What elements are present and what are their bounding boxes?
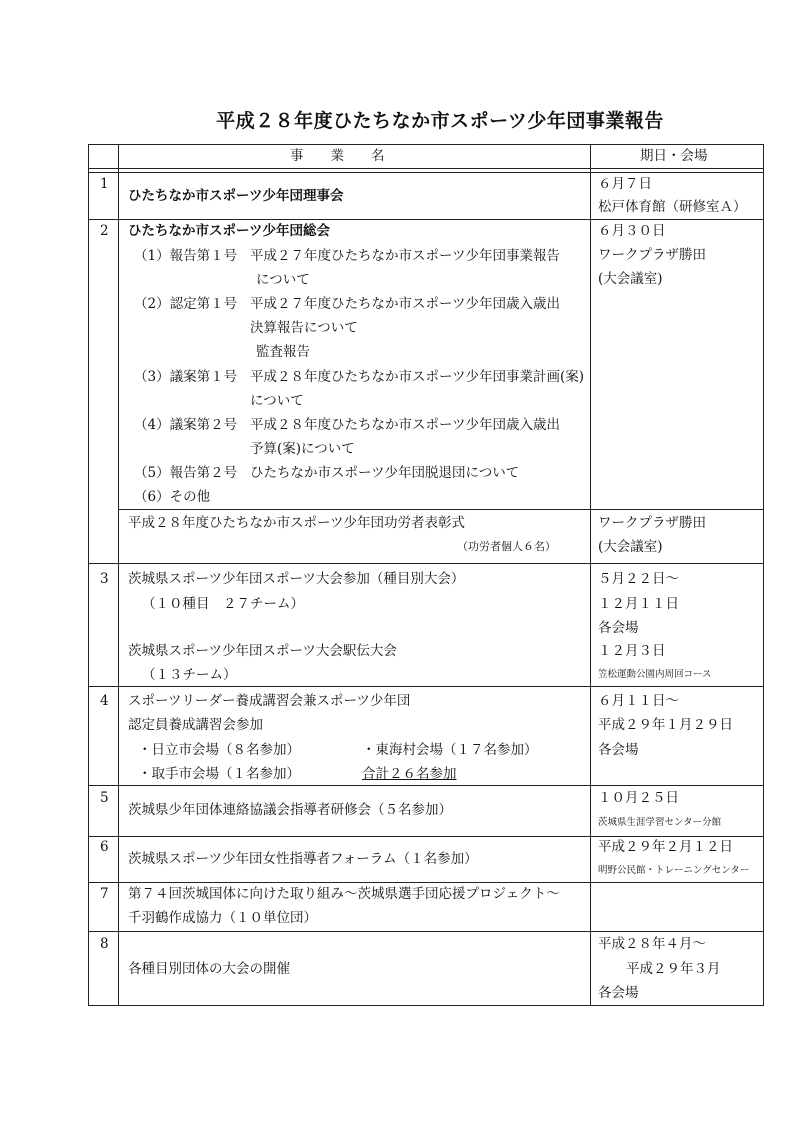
event-date: １０月２５日 — [598, 790, 679, 806]
event-venue: ワークプラザ勝田 — [598, 515, 706, 531]
agenda-label: （5）報告第２号 — [134, 465, 238, 481]
agenda-label: （1）報告第１号 — [134, 248, 238, 264]
table-rule — [763, 144, 764, 1006]
event-title: スポーツリーダー養成講習会兼スポーツ少年団 — [128, 693, 411, 709]
event-venue: 松戸体育館（研修室Ａ） — [598, 199, 747, 215]
table-rule — [88, 882, 764, 883]
table-rule — [88, 1005, 764, 1006]
agenda-label: （4）議案第２号 — [134, 417, 238, 433]
agenda-text: について — [250, 393, 304, 409]
agenda-text: 平成２７年度ひたちなか市スポーツ少年団事業報告 — [250, 248, 560, 264]
agenda-text: ひたちなか市スポーツ少年団脱退団について — [250, 465, 520, 481]
event-venue: ワークプラザ勝田 — [598, 247, 706, 263]
event-title: 認定員養成講習会参加 — [128, 717, 263, 733]
venue-item: ・日立市会場（８名参加） — [138, 742, 300, 758]
event-venue: (大会議室) — [598, 539, 663, 555]
event-date: １２月３日 — [598, 643, 666, 659]
table-rule — [88, 785, 764, 786]
row-number: 1 — [100, 176, 109, 192]
agenda-label: （2）認定第１号 — [134, 296, 238, 312]
event-venue: 明野公民館・トレーニングセンター — [598, 865, 750, 876]
table-rule — [88, 144, 764, 145]
event-date: 平成２８年４月～ — [598, 936, 706, 952]
row-number: 6 — [100, 839, 109, 855]
agenda-text: 予算(案)について — [250, 441, 355, 457]
agenda-text: 決算報告について — [250, 320, 358, 336]
event-title: ひたちなか市スポーツ少年団総会 — [128, 223, 330, 239]
event-date: 平成２９年３月 — [626, 961, 721, 977]
table-rule — [118, 509, 764, 510]
event-note: （功労者個人６名） — [457, 540, 556, 553]
agenda-label: （6）その他 — [134, 489, 211, 505]
event-venue: 各会場 — [598, 985, 639, 1001]
row-number: 3 — [100, 571, 109, 587]
event-date: ６月１１日～ — [598, 693, 679, 709]
event-date: ５月２２日～ — [598, 571, 679, 587]
event-detail: （１３チーム） — [142, 667, 237, 683]
agenda-text: 平成２８年度ひたちなか市スポーツ少年団歳入歳出 — [250, 417, 560, 433]
agenda-label: （3）議案第１号 — [134, 369, 238, 385]
event-title: 茨城県スポーツ少年団スポーツ大会駅伝大会 — [128, 643, 397, 659]
row-number: 2 — [100, 223, 109, 239]
row-number: 4 — [100, 693, 109, 709]
table-rule — [88, 931, 764, 932]
event-title: 第７４回茨城国体に向けた取り組み～茨城県選手団応援プロジェクト～ — [128, 886, 560, 902]
event-venue: (大会議室) — [598, 271, 663, 287]
event-venue: 茨城県生涯学習センター分館 — [598, 817, 722, 828]
table-rule — [88, 563, 764, 564]
event-title: ひたちなか市スポーツ少年団理事会 — [128, 188, 344, 204]
header-event-name: 事 業 名 — [290, 148, 385, 164]
event-date: １２月１１日 — [598, 596, 679, 612]
agenda-text: 平成２７年度ひたちなか市スポーツ少年団歳入歳出 — [250, 296, 560, 312]
event-venue: 各会場 — [598, 620, 639, 636]
venue-item: ・取手市会場（１名参加） — [138, 766, 300, 782]
event-date: ６月７日 — [598, 176, 652, 192]
event-date: 平成２９年１月２９日 — [598, 717, 733, 733]
table-rule — [88, 144, 89, 1006]
table-rule — [88, 168, 764, 169]
venue-item: ・東海村会場（１７名参加） — [362, 742, 538, 758]
row-number: 5 — [100, 790, 109, 806]
total-participants: 合計２６名参加 — [362, 766, 457, 782]
event-venue: 笠松運動公園内周回コース — [598, 669, 712, 680]
table-rule — [118, 144, 119, 1006]
page-title: 平成２８年度ひたちなか市スポーツ少年団事業報告 — [216, 110, 664, 132]
agenda-text: 監査報告 — [256, 344, 310, 360]
event-title: 各種目別団体の大会の開催 — [128, 961, 290, 977]
agenda-text: について — [256, 272, 310, 288]
event-date: ６月３０日 — [598, 223, 666, 239]
agenda-text: 平成２８年度ひたちなか市スポーツ少年団事業計画(案) — [250, 369, 584, 385]
event-date: 平成２９年２月１２日 — [598, 839, 733, 855]
event-detail: （１０種目 ２７チーム） — [142, 596, 304, 612]
event-venue: 各会場 — [598, 742, 639, 758]
event-detail: 千羽鶴作成協力（１０単位団） — [128, 910, 317, 926]
table-rule — [88, 219, 764, 220]
event-title: 平成２８年度ひたちなか市スポーツ少年団功労者表彰式 — [128, 515, 465, 531]
table-rule — [590, 144, 591, 1006]
table-rule — [88, 172, 764, 173]
event-title: 茨城県少年団体連絡協議会指導者研修会（５名参加） — [128, 802, 452, 818]
header-date-venue: 期日・会場 — [640, 148, 708, 164]
row-number: 7 — [100, 886, 109, 902]
row-number: 8 — [100, 936, 109, 952]
event-title: 茨城県スポーツ少年団スポーツ大会参加（種目別大会） — [128, 571, 465, 587]
event-title: 茨城県スポーツ少年団女性指導者フォーラム（１名参加） — [128, 851, 478, 867]
table-rule — [88, 686, 764, 687]
